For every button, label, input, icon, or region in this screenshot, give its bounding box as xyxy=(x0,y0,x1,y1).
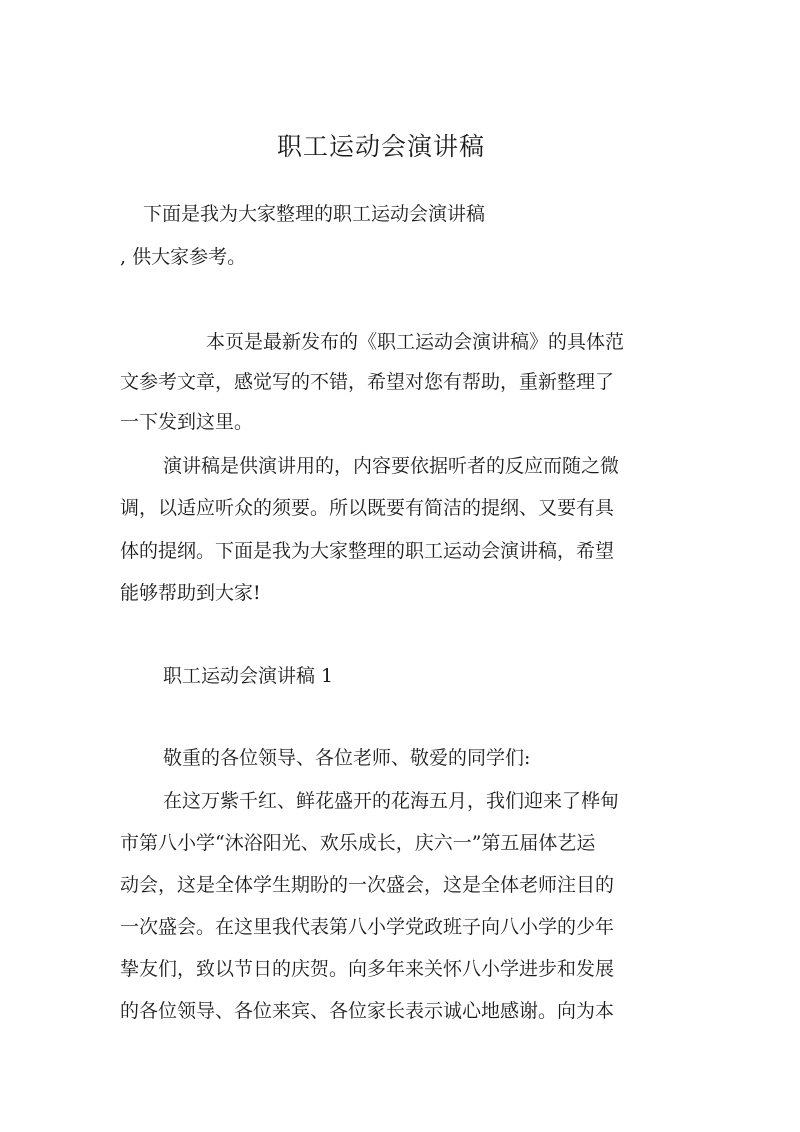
section-heading: 职工运动会演讲稿 1 xyxy=(163,665,334,687)
paragraph-1-line-2: 文参考文章，感觉写的不错，希望对您有帮助，重新整理了 xyxy=(120,371,615,393)
body-line-6: 的各位领导、各位来宾、各位家长表示诚心地感谢。向为本 xyxy=(120,1000,615,1022)
body-line-2: 市第八小学“沐浴阳光、欢乐成长，庆六一”第五届体艺运 xyxy=(120,832,596,854)
paragraph-2-line-2: 调，以适应听众的须要。所以既要有简洁的提纲、又要有具 xyxy=(120,497,615,519)
body-line-3: 动会，这是全体学生期盼的一次盛会，这是全体老师注目的 xyxy=(120,874,615,896)
paragraph-2-line-1: 演讲稿是供演讲用的，内容要依据听者的反应而随之微 xyxy=(163,455,620,477)
paragraph-1-line-3: 一下发到这里。 xyxy=(120,411,254,433)
body-line-4: 一次盛会。在这里我代表第八小学党政班子向八小学的少年 xyxy=(120,916,615,938)
paragraph-1-line-1: 本页是最新发布的《职工运动会演讲稿》的具体范 xyxy=(206,331,625,353)
paragraph-2-line-4: 能够帮助到大家! xyxy=(120,582,261,604)
intro-line-1: 下面是我为大家整理的职工运动会演讲稿 xyxy=(143,203,486,225)
salutation: 敬重的各位领导、各位老师、敬爱的同学们: xyxy=(163,747,531,769)
document-title: 职工运动会演讲稿 xyxy=(277,132,486,161)
body-line-1: 在这万紫千红、鲜花盛开的花海五月，我们迎来了桦甸 xyxy=(163,790,620,812)
body-line-5: 挚友们，致以节日的庆贺。向多年来关怀八小学进步和发展 xyxy=(120,958,615,980)
paragraph-2-line-3: 体的提纲。下面是我为大家整理的职工运动会演讲稿，希望 xyxy=(120,540,615,562)
intro-line-2: , 供大家参考。 xyxy=(120,246,247,268)
